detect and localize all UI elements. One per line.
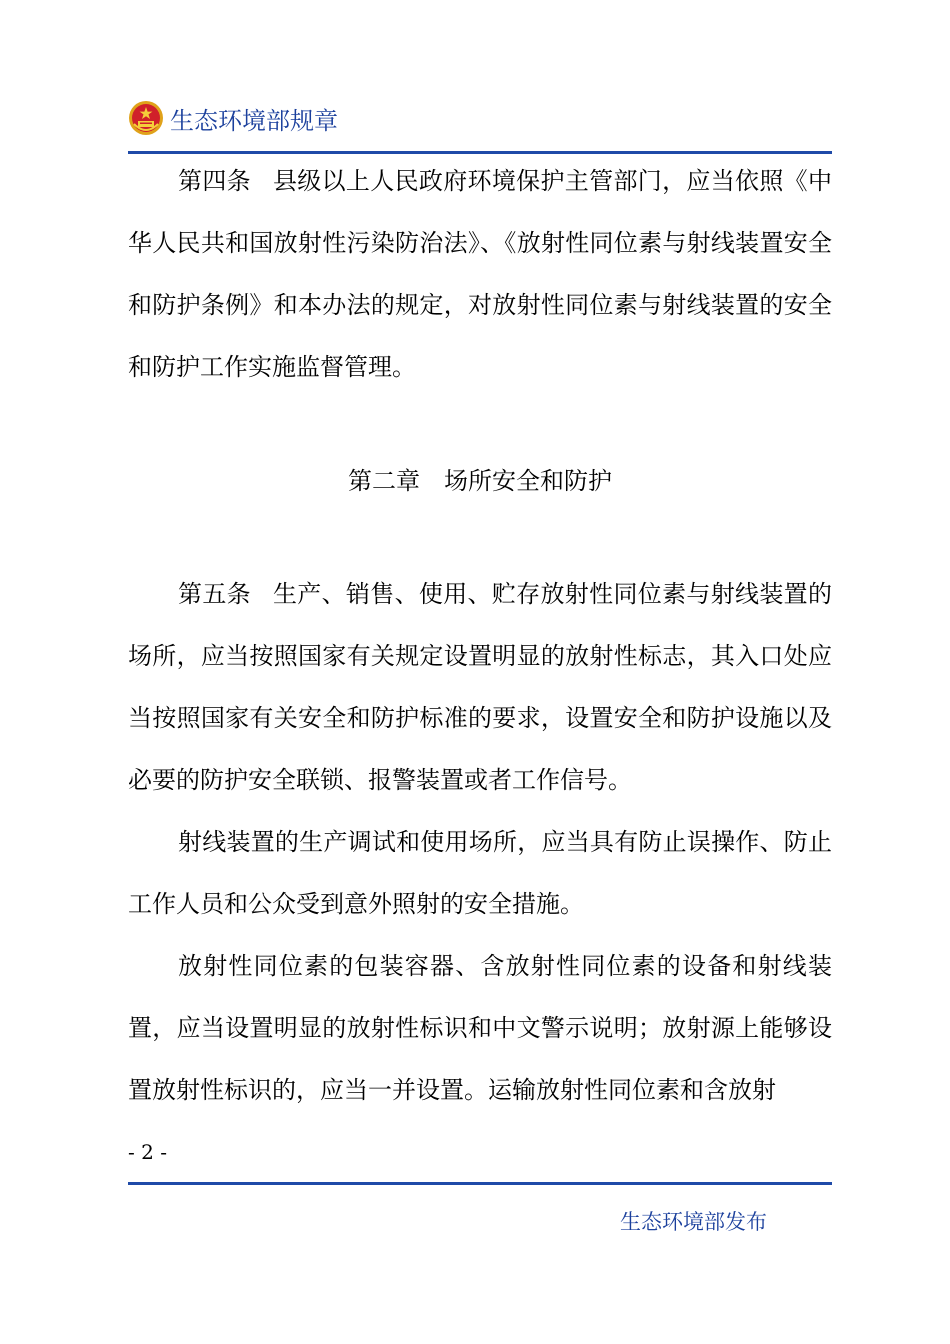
article-4-paragraph: [128, 150, 832, 398]
article-5-text: 生产、销售、使用、贮存放射性同位素与射线装置的场所，应当按照国家有关规定设置明显的放射性标志，其入口处应当按照国家有关安全和防护标准的要求，设置安全和防护设施以及必要的防护安全联锁、报警装置或者工作信号。: [128, 580, 833, 794]
article-5-label: 第五条: [178, 580, 251, 608]
article-4-label: 第四条: [178, 167, 251, 195]
footer-divider: [128, 1182, 832, 1185]
header-title: 生态环境部规章: [170, 106, 338, 135]
footer-publisher: 生态环境部发布: [620, 1210, 767, 1234]
chapter-heading: [128, 459, 832, 503]
chapter-title: 场所安全和防护: [444, 467, 612, 495]
article-4-text: 县级以上人民政府环境保护主管部门，应当依照《中华人民共和国放射性污染防治法》、《放射性同位素与射线装置安全和防护条例》和本办法的规定，对放射性同位素与射线装置的安全和防护工作实施监督管理。: [128, 167, 833, 381]
page-number: - 2 -: [128, 1140, 167, 1164]
page-header: [128, 100, 338, 136]
national-emblem-icon: [128, 100, 164, 136]
article-4-section: [128, 150, 832, 398]
chapter-number: 第二章: [348, 467, 420, 495]
article-5-section: [128, 563, 832, 1121]
article-5-paragraph-2: 射线装置的生产调试和使用场所，应当具有防止误操作、防止工作人员和公众受到意外照射的安全措施。: [128, 828, 832, 918]
article-5-paragraph-3: 放射性同位素的包装容器、含放射性同位素的设备和射线装置，应当设置明显的放射性标识和中文警示说明；放射源上能够设置放射性标识的，应当一并设置。运输放射性同位素和含放射: [128, 952, 832, 1104]
article-5-paragraph: [128, 563, 832, 811]
